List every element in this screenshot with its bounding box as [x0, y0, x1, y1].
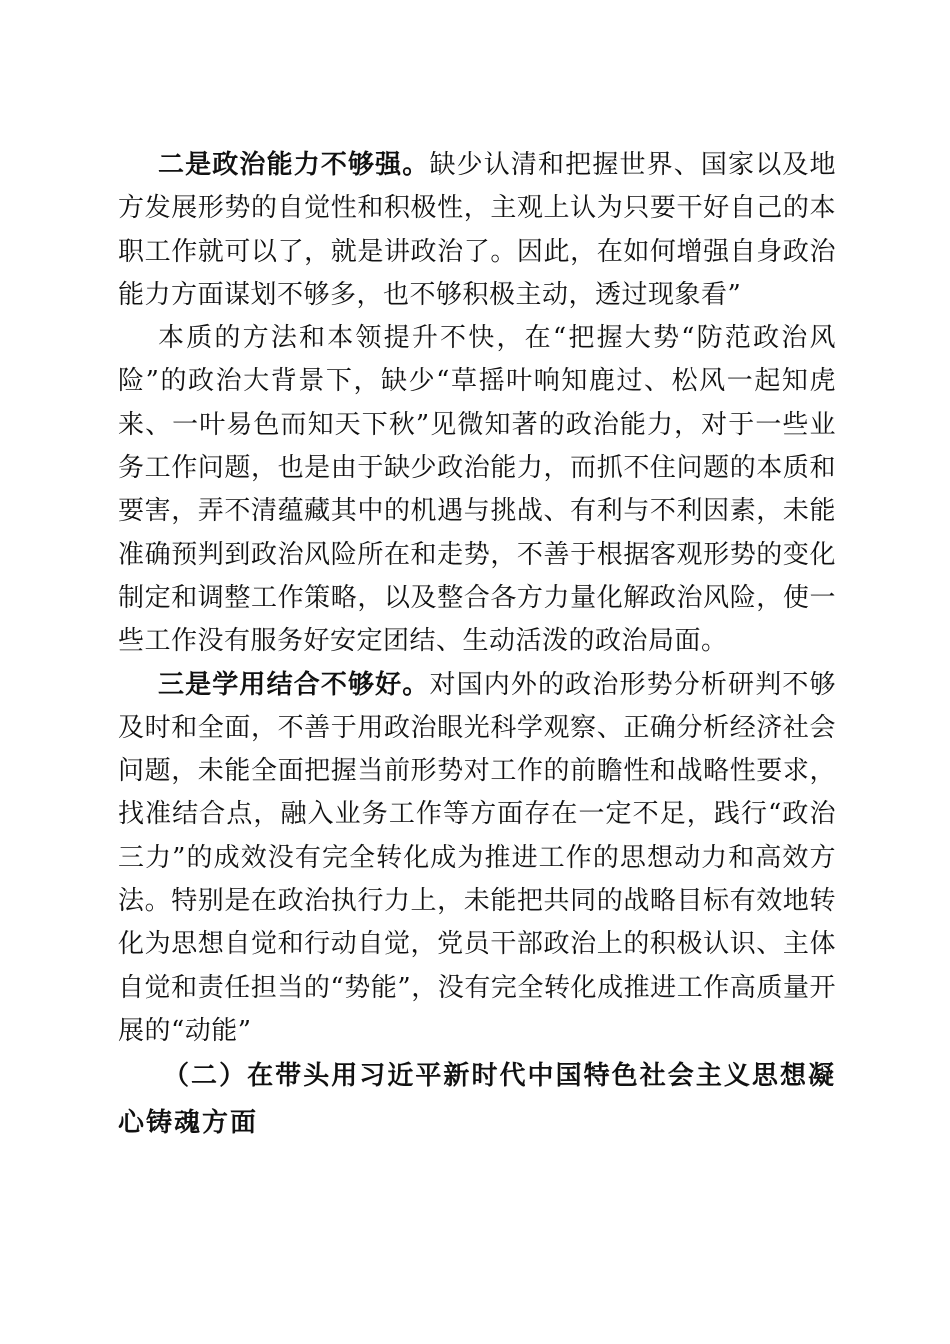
paragraph-lead: 三是学用结合不够好。 [158, 669, 430, 700]
paragraph-essence [118, 317, 836, 663]
paragraph-political-ability [118, 144, 836, 317]
paragraph-text: 本质的方法和本领提升不快，在“把握大势“防范政治风险”的政治大背景下，缺少“草摇叶响知鹿过、松风一起知虎来、一叶易色而知天下秋”见微知著的政治能力，对于一些业务工作问题，也是由于缺少政治能力，而抓不住问题的本质和要害，弄不清蕴藏其中的机遇与挑战、有利与不利因素，未能准确预判到政治风险所在和走势，不善于根据客观形势的变化制定和调整工作策略，以及整合各方力量化解政治风险，使一些工作没有服务好安定团结、生动活泼的政治局面。 [118, 323, 836, 657]
document-body [118, 144, 836, 1147]
paragraph-learning-application [118, 664, 836, 1054]
paragraph-text: 对国内外的政治形势分析研判不够及时和全面，不善于用政治眼光科学观察、正确分析经济社会问题，未能全面把握当前形势对工作的前瞻性和战略性要求，找准结合点，融入业务工作等方面存在一定不足，践行“政治三力”的成效没有完全转化成为推进工作的思想动力和高效方法。特别是在政治执行力上，未能把共同的战略目标有效地转化为思想自觉和行动自觉，党员干部政治上的积极认识、主体自觉和责任担当的“势能”，没有完全转化成推进工作高质量开展的“动能” [118, 669, 836, 1046]
section-heading: （二）在带头用习近平新时代中国特色社会主义思想凝心铸魂方面 [118, 1061, 836, 1139]
paragraph-text: 缺少认清和把握世界、国家以及地方发展形势的自觉性和积极性，主观上认为只要干好自己的本职工作就可以了，就是讲政治了。因此，在如何增强自身政治能力方面谋划不够多，也不够积极主动，透过现象看” [118, 150, 836, 310]
paragraph-lead: 二是政治能力不够强。 [158, 150, 430, 180]
